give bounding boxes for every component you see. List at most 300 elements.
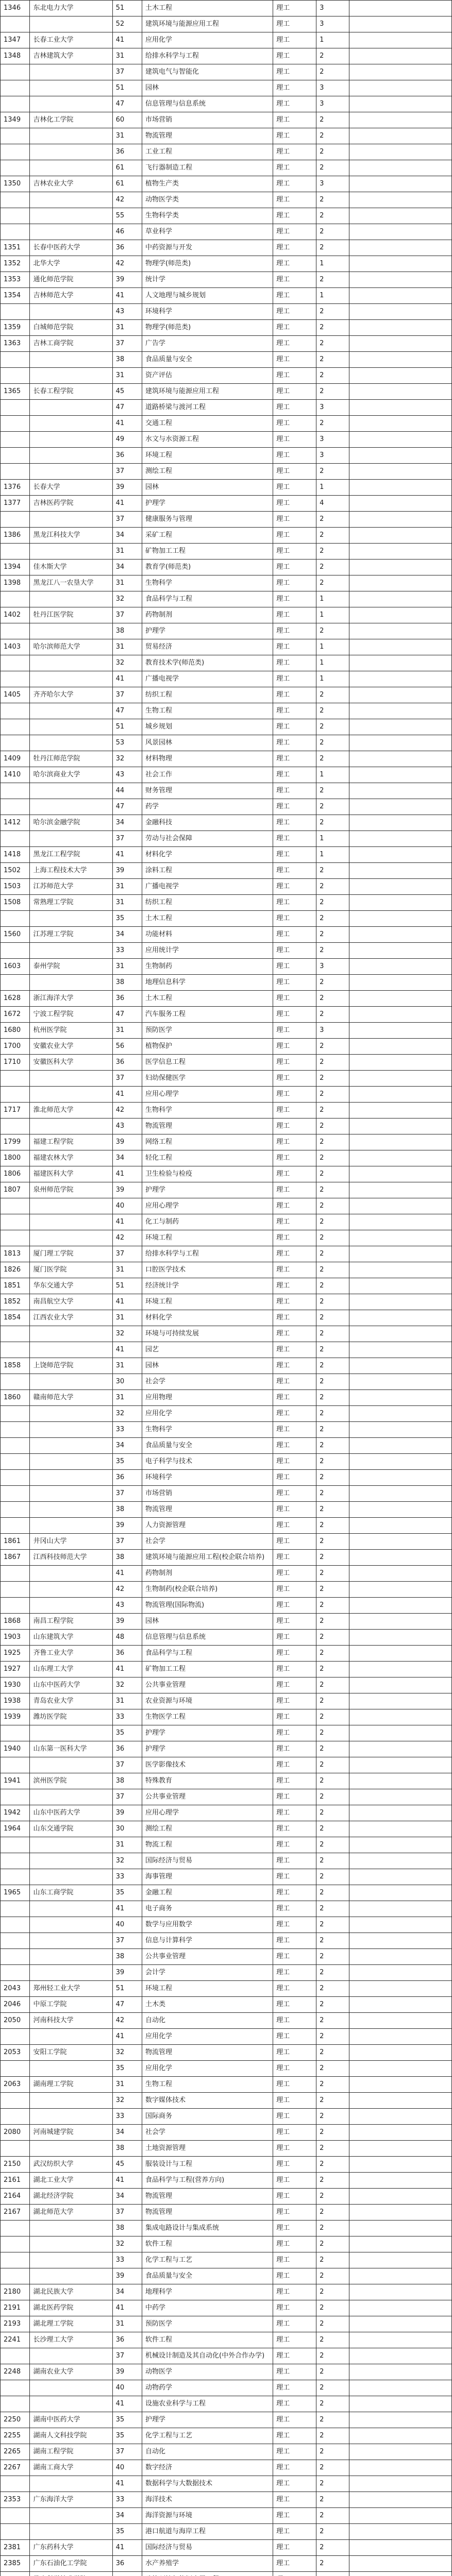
plan-count-cell: 2 (316, 2205, 349, 2221)
table-row (1, 1374, 452, 1390)
school-code-cell: 1930 (1, 1677, 30, 1693)
major-code-cell: 36 (112, 1741, 142, 1757)
major-name-cell: 化工与制药 (142, 1214, 273, 1230)
table-row (1, 1566, 452, 1582)
major-code-cell: 32 (112, 2045, 142, 2061)
remark-cell (349, 1933, 452, 1949)
school-name-cell: 上海工程技术大学 (30, 863, 112, 879)
table-row (1, 1741, 452, 1757)
remark-cell (349, 1103, 452, 1118)
subject-type-cell: 理工 (273, 1150, 316, 1166)
school-code-cell: 1941 (1, 1773, 30, 1789)
major-code-cell: 34 (112, 528, 142, 544)
plan-count-cell: 2 (316, 512, 349, 528)
subject-type-cell: 理工 (273, 160, 316, 176)
subject-type-cell: 理工 (273, 799, 316, 815)
major-name-cell: 国际经济与贸易 (142, 1853, 273, 1869)
major-name-cell: 环境科学 (142, 304, 273, 320)
subject-type-cell: 理工 (273, 1725, 316, 1741)
remark-cell (349, 128, 452, 144)
subject-type-cell: 理工 (273, 2013, 316, 2029)
subject-type-cell: 理工 (273, 2556, 316, 2572)
remark-cell (349, 1023, 452, 1039)
school-code-cell (1, 1757, 30, 1773)
major-name-cell: 贸易经济 (142, 639, 273, 655)
subject-type-cell: 理工 (273, 368, 316, 384)
major-code-cell: 31 (112, 959, 142, 975)
school-code-cell (1, 1965, 30, 1981)
school-name-cell: 白城师范学院 (30, 320, 112, 336)
subject-type-cell: 理工 (273, 2492, 316, 2508)
school-code-cell (1, 2380, 30, 2396)
subject-type-cell: 理工 (273, 2300, 316, 2316)
table-row (1, 671, 452, 687)
remark-cell (349, 1182, 452, 1198)
major-name-cell: 测绘工程 (142, 1821, 273, 1837)
major-name-cell: 信息管理与信息系统 (142, 96, 273, 112)
major-code-cell: 41 (112, 1087, 142, 1103)
subject-type-cell: 理工 (273, 2045, 316, 2061)
major-name-cell: 食品科学与工程 (142, 591, 273, 607)
major-name-cell: 应用心理学 (142, 1087, 273, 1103)
school-code-cell: 1680 (1, 1023, 30, 1039)
major-name-cell: 建筑环境与能源应用工程 (142, 16, 273, 32)
remark-cell (349, 288, 452, 304)
school-name-cell (30, 2093, 112, 2109)
remark-cell (349, 80, 452, 96)
school-code-cell: 1560 (1, 927, 30, 943)
plan-count-cell: 2 (316, 2077, 349, 2093)
plan-count-cell: 2 (316, 2524, 349, 2540)
subject-type-cell: 理工 (273, 2412, 316, 2428)
table-row (1, 607, 452, 623)
major-name-cell: 生物医学工程 (142, 1709, 273, 1725)
table-row (1, 448, 452, 464)
major-code-cell: 34 (112, 2508, 142, 2524)
major-name-cell: 动物药学 (142, 2380, 273, 2396)
subject-type-cell: 理工 (273, 400, 316, 416)
major-name-cell: 给排水科学与工程 (142, 48, 273, 64)
table-row (1, 1, 452, 16)
plan-count-cell: 2 (316, 1837, 349, 1853)
table-row (1, 2013, 452, 2029)
school-name-cell: 东北电力大学 (30, 1, 112, 16)
school-code-cell (1, 1198, 30, 1214)
remark-cell (349, 1582, 452, 1598)
remark-cell (349, 16, 452, 32)
major-name-cell: 应用化学 (142, 32, 273, 48)
major-code-cell: 33 (112, 943, 142, 959)
school-name-cell (30, 1470, 112, 1486)
school-name-cell: 长春大学 (30, 480, 112, 496)
school-code-cell: 1603 (1, 959, 30, 975)
school-code-cell (1, 1582, 30, 1598)
plan-count-cell: 2 (316, 815, 349, 831)
remark-cell (349, 1230, 452, 1246)
table-row (1, 1055, 452, 1071)
major-name-cell: 人文地理与城乡规划 (142, 288, 273, 304)
major-code-cell: 35 (112, 2524, 142, 2540)
major-code-cell: 40 (112, 1917, 142, 1933)
table-row (1, 176, 452, 192)
subject-type-cell: 理工 (273, 464, 316, 480)
plan-count-cell: 2 (316, 1949, 349, 1965)
school-code-cell: 1852 (1, 1294, 30, 1310)
subject-type-cell: 理工 (273, 2221, 316, 2236)
school-code-cell (1, 432, 30, 448)
school-name-cell: 安阳工学院 (30, 2045, 112, 2061)
major-name-cell: 财务管理 (142, 783, 273, 799)
school-code-cell (1, 799, 30, 815)
school-name-cell (30, 2396, 112, 2412)
subject-type-cell: 理工 (273, 1486, 316, 1502)
school-code-cell: 2180 (1, 2284, 30, 2300)
major-code-cell: 48 (112, 1630, 142, 1646)
major-code-cell: 34 (112, 560, 142, 575)
school-name-cell: 河南科技大学 (30, 2013, 112, 2029)
major-name-cell: 食品质量与安全 (142, 2268, 273, 2284)
major-code-cell: 34 (112, 2189, 142, 2205)
table-row (1, 1406, 452, 1422)
subject-type-cell: 理工 (273, 1454, 316, 1470)
table-row (1, 288, 452, 304)
table-row (1, 1518, 452, 1534)
major-name-cell: 人力资源管理 (142, 1518, 273, 1534)
plan-count-cell: 2 (316, 1134, 349, 1150)
school-code-cell: 1503 (1, 879, 30, 895)
remark-cell (349, 2061, 452, 2077)
subject-type-cell: 理工 (273, 1087, 316, 1103)
major-name-cell: 医学信息工程 (142, 1055, 273, 1071)
major-code-cell: 53 (112, 735, 142, 751)
remark-cell (349, 2205, 452, 2221)
school-name-cell (30, 591, 112, 607)
major-name-cell: 药学 (142, 799, 273, 815)
major-code-cell: 39 (112, 272, 142, 288)
remark-cell (349, 1326, 452, 1342)
table-row (1, 927, 452, 943)
remark-cell (349, 2508, 452, 2524)
school-name-cell: 泰州学院 (30, 959, 112, 975)
major-name-cell: 社会工作 (142, 767, 273, 783)
subject-type-cell: 理工 (273, 2236, 316, 2252)
subject-type-cell: 理工 (273, 1917, 316, 1933)
plan-count-cell: 2 (316, 64, 349, 80)
school-code-cell (1, 2396, 30, 2412)
table-row (1, 272, 452, 288)
school-name-cell: 通化师范学院 (30, 272, 112, 288)
major-code-cell: 32 (112, 1406, 142, 1422)
major-code-cell: 37 (112, 2444, 142, 2460)
major-code-cell: 42 (112, 1230, 142, 1246)
major-code-cell: 31 (112, 128, 142, 144)
school-code-cell: 1412 (1, 815, 30, 831)
school-name-cell: 中原工学院 (30, 1997, 112, 2013)
major-code-cell: 37 (112, 1486, 142, 1502)
major-code-cell: 38 (112, 2141, 142, 2157)
major-code-cell: 41 (112, 2173, 142, 2189)
school-code-cell: 2063 (1, 2077, 30, 2093)
remark-cell (349, 911, 452, 927)
table-row (1, 1965, 452, 1981)
table-row (1, 1630, 452, 1646)
plan-count-cell: 3 (316, 1, 349, 16)
school-code-cell: 1353 (1, 272, 30, 288)
school-name-cell: 青岛农业大学 (30, 1693, 112, 1709)
major-name-cell: 口腔医学技术 (142, 1262, 273, 1278)
remark-cell (349, 2524, 452, 2540)
remark-cell (349, 1997, 452, 2013)
subject-type-cell: 理工 (273, 1757, 316, 1773)
major-code-cell: 31 (112, 320, 142, 336)
subject-type-cell: 理工 (273, 607, 316, 623)
school-code-cell (1, 1342, 30, 1358)
plan-count-cell: 2 (316, 1103, 349, 1118)
remark-cell (349, 623, 452, 639)
plan-count-cell: 2 (316, 575, 349, 591)
major-code-cell: 41 (112, 1566, 142, 1582)
major-name-cell: 公共事业管理 (142, 1677, 273, 1693)
remark-cell (349, 192, 452, 208)
major-code-cell: 41 (112, 496, 142, 512)
table-row (1, 1039, 452, 1055)
school-name-cell (30, 719, 112, 735)
remark-cell (349, 416, 452, 432)
major-name-cell: 建筑环境与能源应用工程(校企联合培养) (142, 1550, 273, 1566)
school-code-cell: 2161 (1, 2173, 30, 2189)
table-row (1, 687, 452, 703)
table-row (1, 783, 452, 799)
table-row (1, 1007, 452, 1023)
school-name-cell (30, 1438, 112, 1454)
major-code-cell: 45 (112, 384, 142, 400)
major-name-cell: 数学与应用数学 (142, 1917, 273, 1933)
table-row (1, 1118, 452, 1134)
school-code-cell: 1350 (1, 176, 30, 192)
remark-cell (349, 304, 452, 320)
table-row (1, 128, 452, 144)
school-name-cell (30, 799, 112, 815)
major-name-cell: 公共事业管理 (142, 1949, 273, 1965)
table-row (1, 1757, 452, 1773)
plan-count-cell: 2 (316, 1246, 349, 1262)
remark-cell (349, 1709, 452, 1725)
school-code-cell: 1377 (1, 496, 30, 512)
subject-type-cell: 理工 (273, 1614, 316, 1630)
remark-cell (349, 1805, 452, 1821)
school-code-cell (1, 1933, 30, 1949)
table-row (1, 2093, 452, 2109)
major-code-cell: 47 (112, 96, 142, 112)
remark-cell (349, 224, 452, 240)
subject-type-cell: 理工 (273, 288, 316, 304)
school-name-cell (30, 1087, 112, 1103)
remark-cell (349, 48, 452, 64)
subject-type-cell: 理工 (273, 2524, 316, 2540)
major-name-cell: 矿物加工工程 (142, 544, 273, 560)
major-name-cell: 草业科学 (142, 224, 273, 240)
table-row (1, 1677, 452, 1693)
major-name-cell: 水产养殖学 (142, 2556, 273, 2572)
remark-cell (349, 1965, 452, 1981)
major-code-cell: 35 (112, 1454, 142, 1470)
table-row (1, 751, 452, 767)
school-code-cell (1, 735, 30, 751)
school-code-cell: 1376 (1, 480, 30, 496)
plan-count-cell: 2 (316, 911, 349, 927)
remark-cell (349, 1534, 452, 1550)
plan-count-cell: 2 (316, 2556, 349, 2572)
remark-cell (349, 1055, 452, 1071)
school-name-cell: 江苏理工学院 (30, 927, 112, 943)
remark-cell (349, 2476, 452, 2492)
major-code-cell: 41 (112, 1342, 142, 1358)
plan-count-cell: 2 (316, 2460, 349, 2476)
table-row (1, 1294, 452, 1310)
major-code-cell: 38 (112, 352, 142, 368)
major-code-cell: 31 (112, 575, 142, 591)
major-code-cell: 31 (112, 1358, 142, 1374)
subject-type-cell: 理工 (273, 448, 316, 464)
subject-type-cell: 理工 (273, 1598, 316, 1614)
subject-type-cell: 理工 (273, 80, 316, 96)
table-row (1, 240, 452, 256)
school-code-cell: 2255 (1, 2428, 30, 2444)
remark-cell (349, 2332, 452, 2348)
major-name-cell: 医学影像技术 (142, 1757, 273, 1773)
school-name-cell (30, 512, 112, 528)
major-name-cell: 统计学 (142, 272, 273, 288)
major-code-cell: 37 (112, 64, 142, 80)
school-name-cell: 山东中医药大学 (30, 1677, 112, 1693)
remark-cell (349, 144, 452, 160)
major-name-cell: 护理学 (142, 623, 273, 639)
subject-type-cell: 理工 (273, 1262, 316, 1278)
remark-cell (349, 176, 452, 192)
plan-count-cell: 3 (316, 80, 349, 96)
major-code-cell: 38 (112, 2221, 142, 2236)
school-code-cell (1, 1438, 30, 1454)
school-code-cell: 1710 (1, 1055, 30, 1071)
subject-type-cell: 理工 (273, 1118, 316, 1134)
remark-cell (349, 400, 452, 416)
major-code-cell: 32 (112, 1677, 142, 1693)
major-code-cell: 41 (112, 2476, 142, 2492)
plan-count-cell: 2 (316, 144, 349, 160)
major-code-cell: 37 (112, 1534, 142, 1550)
subject-type-cell: 理工 (273, 1853, 316, 1869)
major-name-cell: 金融工程 (142, 1885, 273, 1901)
major-code-cell: 37 (112, 1757, 142, 1773)
school-code-cell (1, 224, 30, 240)
subject-type-cell: 理工 (273, 1646, 316, 1662)
school-code-cell: 1508 (1, 895, 30, 911)
plan-count-cell: 2 (316, 304, 349, 320)
table-row (1, 2316, 452, 2332)
major-code-cell: 41 (112, 1214, 142, 1230)
major-code-cell: 33 (112, 2492, 142, 2508)
subject-type-cell: 理工 (273, 2109, 316, 2125)
plan-count-cell: 2 (316, 272, 349, 288)
major-name-cell: 物流管理 (142, 1118, 273, 1134)
major-name-cell: 建筑环境与能源应用工程 (142, 384, 273, 400)
subject-type-cell: 理工 (273, 2460, 316, 2476)
plan-count-cell: 2 (316, 1278, 349, 1294)
major-name-cell: 护理学 (142, 2412, 273, 2428)
school-code-cell: 1939 (1, 1709, 30, 1725)
major-code-cell: 36 (112, 1646, 142, 1662)
school-name-cell: 齐齐哈尔大学 (30, 687, 112, 703)
school-code-cell: 1347 (1, 32, 30, 48)
plan-count-cell: 2 (316, 2300, 349, 2316)
subject-type-cell: 理工 (273, 783, 316, 799)
major-code-cell: 51 (112, 80, 142, 96)
plan-count-cell: 2 (316, 2364, 349, 2380)
subject-type-cell: 理工 (273, 1007, 316, 1023)
school-code-cell (1, 1230, 30, 1246)
major-name-cell: 纺织工程 (142, 895, 273, 911)
school-name-cell: 吉林农业大学 (30, 176, 112, 192)
table-row (1, 1182, 452, 1198)
subject-type-cell: 理工 (273, 224, 316, 240)
school-name-cell (30, 304, 112, 320)
remark-cell (349, 799, 452, 815)
school-code-cell: 1806 (1, 1166, 30, 1182)
school-code-cell (1, 1949, 30, 1965)
plan-count-cell: 2 (316, 735, 349, 751)
school-name-cell: 安徽医科大学 (30, 1055, 112, 1071)
remark-cell (349, 1693, 452, 1709)
major-code-cell: 30 (112, 1821, 142, 1837)
major-name-cell: 园林 (142, 1358, 273, 1374)
subject-type-cell: 理工 (273, 1166, 316, 1182)
major-code-cell: 40 (112, 1198, 142, 1214)
table-row (1, 112, 452, 128)
remark-cell (349, 719, 452, 735)
major-code-cell: 41 (112, 32, 142, 48)
major-name-cell: 港口航道与海岸工程 (142, 2524, 273, 2540)
school-name-cell (30, 2348, 112, 2364)
subject-type-cell: 理工 (273, 1103, 316, 1118)
table-row (1, 863, 452, 879)
plan-count-cell: 2 (316, 863, 349, 879)
school-code-cell: 1813 (1, 1246, 30, 1262)
remark-cell (349, 1454, 452, 1470)
school-name-cell: 牡丹江医学院 (30, 607, 112, 623)
remark-cell (349, 943, 452, 959)
major-code-cell: 61 (112, 176, 142, 192)
school-name-cell (30, 1118, 112, 1134)
plan-count-cell: 2 (316, 1150, 349, 1166)
plan-count-cell: 1 (316, 767, 349, 783)
school-code-cell: 1940 (1, 1741, 30, 1757)
major-name-cell: 土木工程 (142, 911, 273, 927)
major-name-cell: 环境工程 (142, 1230, 273, 1246)
plan-count-cell: 2 (316, 1166, 349, 1182)
school-code-cell (1, 831, 30, 847)
school-code-cell (1, 208, 30, 224)
major-name-cell: 应用化学 (142, 1406, 273, 1422)
major-code-cell: 31 (112, 1262, 142, 1278)
remark-cell (349, 1566, 452, 1582)
major-code-cell (112, 2572, 142, 2576)
plan-count-cell: 2 (316, 687, 349, 703)
school-name-cell: 淮北师范大学 (30, 1103, 112, 1118)
major-name-cell: 食品质量与安全 (142, 1438, 273, 1454)
remark-cell (349, 1885, 452, 1901)
school-name-cell: 牡丹江师范学院 (30, 751, 112, 767)
major-name-cell: 广告学 (142, 336, 273, 352)
